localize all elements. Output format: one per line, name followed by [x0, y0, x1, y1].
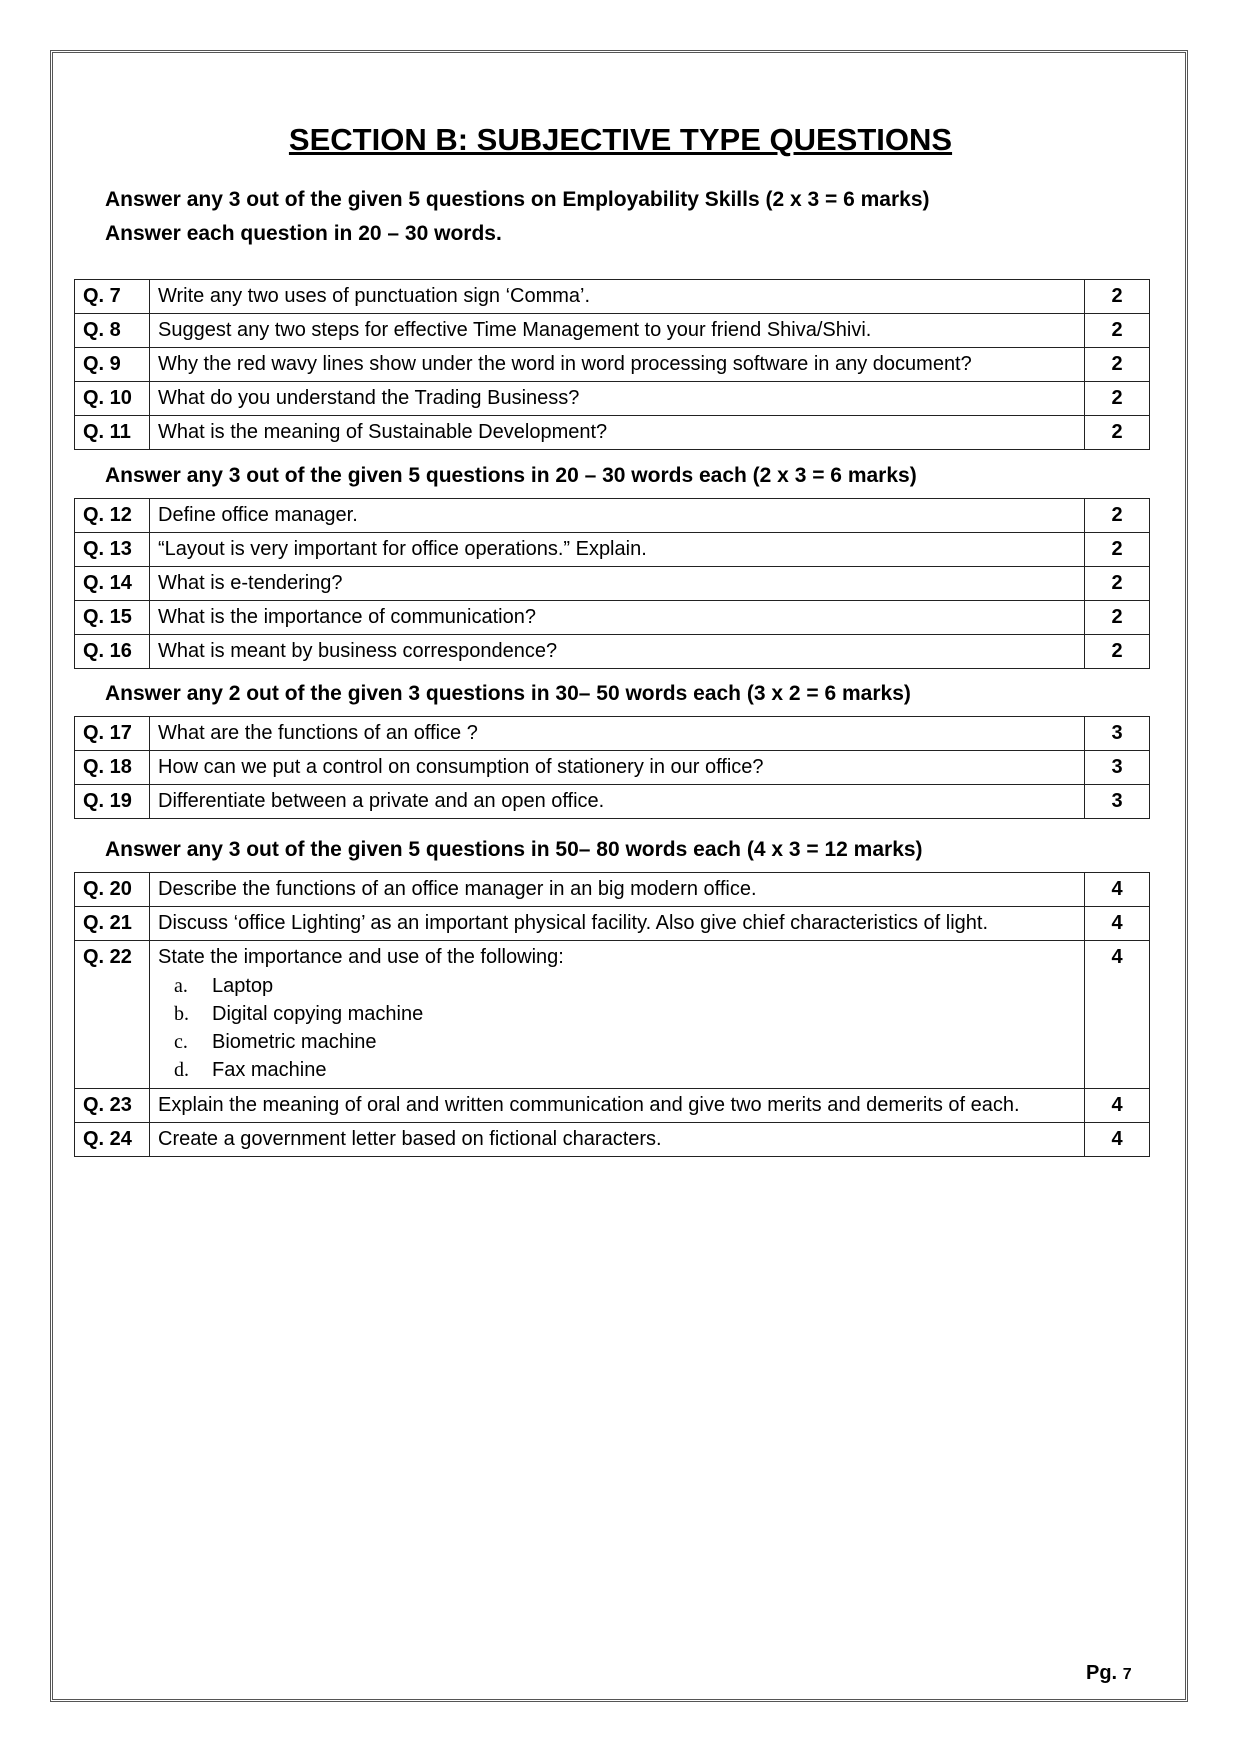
- question-text: What is e-tendering?: [150, 567, 1085, 601]
- question-number: Q. 21: [75, 907, 150, 941]
- question-text: What is the importance of communication?: [150, 601, 1085, 635]
- list-item: [174, 1056, 1076, 1084]
- table-row: [75, 601, 1150, 635]
- question-number: Q. 11: [75, 416, 150, 450]
- block4-instruction: Answer any 3 out of the given 5 questions in 50– 80 words each (4 x 3 = 12 marks): [105, 838, 923, 861]
- list-item: [174, 972, 1076, 1000]
- question-text: “Layout is very important for office operations.” Explain.: [150, 533, 1085, 567]
- question-marks: 4: [1085, 1089, 1150, 1123]
- question-marks: 2: [1085, 416, 1150, 450]
- question-marks: 3: [1085, 717, 1150, 751]
- question-text: Create a government letter based on fictional characters.: [150, 1123, 1085, 1157]
- question-number: Q. 20: [75, 873, 150, 907]
- question-text: Explain the meaning of oral and written communication and give two merits and demerits of each.: [150, 1089, 1085, 1123]
- block1-question-table: [74, 279, 1150, 450]
- table-row: [75, 635, 1150, 669]
- table-row: [75, 382, 1150, 416]
- question-number: Q. 7: [75, 280, 150, 314]
- page-number-value: 7: [1122, 1666, 1132, 1683]
- question-number: Q. 22: [75, 941, 150, 1089]
- section-title: SECTION B: SUBJECTIVE TYPE QUESTIONS: [288, 122, 953, 157]
- question-marks: 2: [1085, 635, 1150, 669]
- table-row: [75, 280, 1150, 314]
- question-number: Q. 13: [75, 533, 150, 567]
- table-row: [75, 1123, 1150, 1157]
- table-row: [75, 751, 1150, 785]
- question-marks: 4: [1085, 941, 1150, 1089]
- table-row: [75, 941, 1150, 1089]
- question-text: How can we put a control on consumption of stationery in our office?: [150, 751, 1085, 785]
- question-number: Q. 15: [75, 601, 150, 635]
- question-text: Define office manager.: [150, 499, 1085, 533]
- table-row: [75, 785, 1150, 819]
- question-number: Q. 24: [75, 1123, 150, 1157]
- question-number: Q. 9: [75, 348, 150, 382]
- list-item-label: b.: [174, 1003, 189, 1025]
- question-marks: 4: [1085, 873, 1150, 907]
- question-text: What is meant by business correspondence?: [150, 635, 1085, 669]
- question-cell: [150, 941, 1085, 1089]
- question-text: Differentiate between a private and an open office.: [150, 785, 1085, 819]
- question-text: Suggest any two steps for effective Time Management to your friend Shiva/Shivi.: [150, 314, 1085, 348]
- question-marks: 2: [1085, 382, 1150, 416]
- question-text: What do you understand the Trading Business?: [150, 382, 1085, 416]
- table-row: [75, 717, 1150, 751]
- question-number: Q. 14: [75, 567, 150, 601]
- table-row: [75, 873, 1150, 907]
- list-item-text: Biometric machine: [212, 1031, 377, 1053]
- block4-question-table: [74, 872, 1150, 1157]
- question-marks: 3: [1085, 751, 1150, 785]
- list-item-text: Fax machine: [212, 1059, 327, 1081]
- page-number: [1086, 1662, 1132, 1685]
- question-number: Q. 10: [75, 382, 150, 416]
- question-text: What are the functions of an office ?: [150, 717, 1085, 751]
- question-number: Q. 17: [75, 717, 150, 751]
- block3-instruction: Answer any 2 out of the given 3 questions in 30– 50 words each (3 x 2 = 6 marks): [105, 682, 911, 705]
- table-row: [75, 1089, 1150, 1123]
- table-row: [75, 533, 1150, 567]
- block1-word-limit: Answer each question in 20 – 30 words.: [105, 222, 502, 245]
- block2-instruction: Answer any 3 out of the given 5 questions in 20 – 30 words each (2 x 3 = 6 marks): [105, 464, 917, 487]
- question-text: What is the meaning of Sustainable Development?: [150, 416, 1085, 450]
- question-marks: 2: [1085, 499, 1150, 533]
- list-item: [174, 1028, 1076, 1056]
- question-text: Discuss ‘office Lighting’ as an important physical facility. Also give chief characteristics of light.: [150, 907, 1085, 941]
- table-row: [75, 907, 1150, 941]
- table-row: [75, 499, 1150, 533]
- question-marks: 2: [1085, 567, 1150, 601]
- question-number: Q. 23: [75, 1089, 150, 1123]
- list-item-label: a.: [174, 975, 188, 997]
- list-item-label: c.: [174, 1031, 188, 1053]
- block3-question-table: [74, 716, 1150, 819]
- block1-instruction: Answer any 3 out of the given 5 questions on Employability Skills (2 x 3 = 6 marks): [105, 188, 930, 211]
- question-marks: 2: [1085, 280, 1150, 314]
- question-text: Write any two uses of punctuation sign ‘Comma’.: [150, 280, 1085, 314]
- question-number: Q. 18: [75, 751, 150, 785]
- question-marks: 2: [1085, 601, 1150, 635]
- question-number: Q. 16: [75, 635, 150, 669]
- table-row: [75, 567, 1150, 601]
- list-item-text: Laptop: [212, 975, 274, 997]
- list-item-label: d.: [174, 1059, 189, 1081]
- table-row: [75, 416, 1150, 450]
- page-number-label: Pg.: [1086, 1662, 1118, 1684]
- table-row: [75, 314, 1150, 348]
- question-marks: 4: [1085, 907, 1150, 941]
- question-number: Q. 8: [75, 314, 150, 348]
- sub-item-list: [158, 972, 1076, 1084]
- question-number: Q. 12: [75, 499, 150, 533]
- question-marks: 3: [1085, 785, 1150, 819]
- question-number: Q. 19: [75, 785, 150, 819]
- question-marks: 2: [1085, 348, 1150, 382]
- block2-question-table: [74, 498, 1150, 669]
- question-marks: 2: [1085, 533, 1150, 567]
- list-item: [174, 1000, 1076, 1028]
- table-row: [75, 348, 1150, 382]
- question-marks: 4: [1085, 1123, 1150, 1157]
- list-item-text: Digital copying machine: [212, 1003, 424, 1025]
- question-text: State the importance and use of the following:: [158, 946, 564, 968]
- question-text: Describe the functions of an office manager in an big modern office.: [150, 873, 1085, 907]
- question-text: Why the red wavy lines show under the word in word processing software in any document?: [150, 348, 1085, 382]
- question-marks: 2: [1085, 314, 1150, 348]
